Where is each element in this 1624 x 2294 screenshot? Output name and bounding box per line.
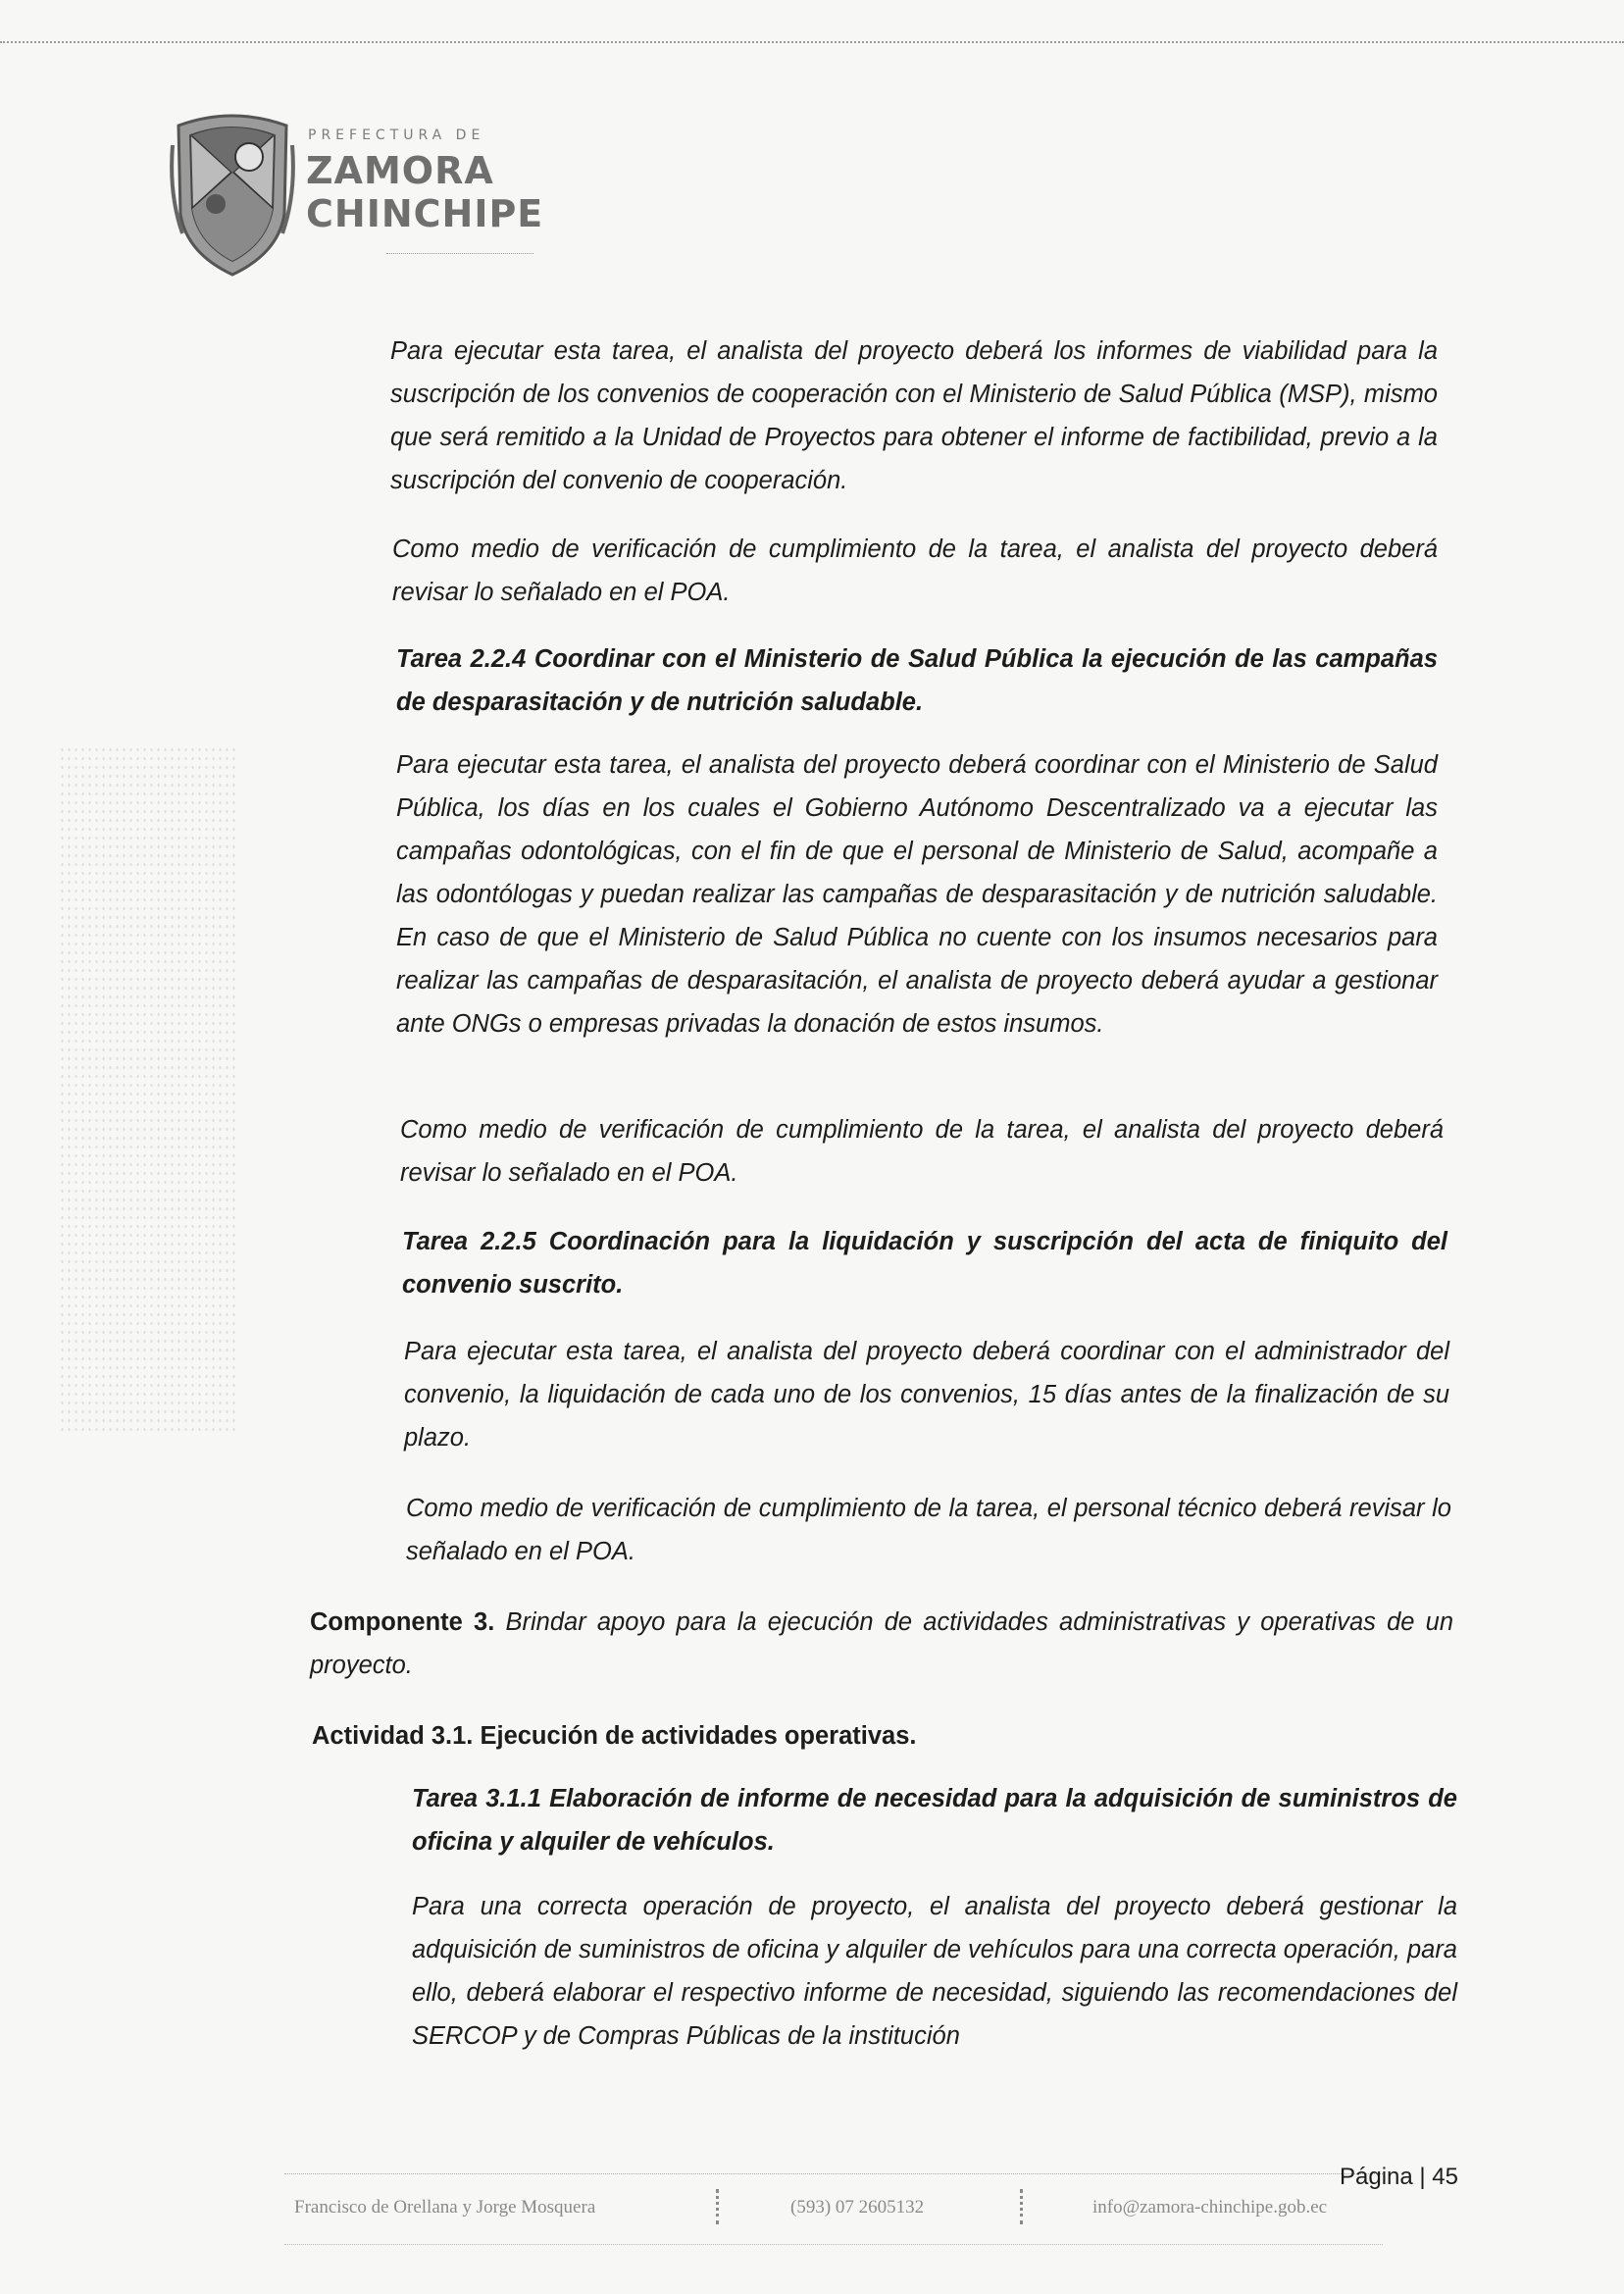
heading-task-2-2-5: Tarea 2.2.5 Coordinación para la liquidación y suscripción del acta de finiquito del convenio suscrito. bbox=[402, 1228, 1447, 1299]
component-3-text: Brindar apoyo para la ejecución de actividades administrativas y operativas de un proyecto. bbox=[310, 1608, 1453, 1679]
activity-3-1: Actividad 3.1. Ejecución de actividades operativas. bbox=[312, 1722, 917, 1750]
component-3 bbox=[310, 1601, 1453, 1687]
scan-speckle bbox=[59, 745, 235, 1432]
page-number: Página | 45 bbox=[1340, 2164, 1458, 2190]
logo-underline bbox=[386, 253, 533, 254]
footer-email: info@zamora-chinchipe.gob.ec bbox=[1092, 2197, 1328, 2218]
prefectura-logo bbox=[169, 106, 544, 282]
footer-address: Francisco de Orellana y Jorge Mosquera bbox=[294, 2197, 596, 2218]
heading-task-3-1-1: Tarea 3.1.1 Elaboración de informe de necesidad para la adquisición de suministros de oficina y alquiler de vehículos. bbox=[412, 1785, 1457, 1856]
paragraph-task-2-2-5: Para ejecutar esta tarea, el analista del proyecto deberá coordinar con el administrador del convenio, la liquidación de cada uno de los convenios, 15 días antes de la finalización de su plazo. bbox=[404, 1338, 1449, 1452]
coat-of-arms-icon bbox=[169, 106, 296, 278]
footer-separator bbox=[1020, 2189, 1026, 2224]
paragraph-feasibility: Para ejecutar esta tarea, el analista del proyecto deberá los informes de viabilidad para la suscripción de los convenios de cooperación con el Ministerio de Salud Pública (MSP), mismo que será remitido a la Unidad de Proyectos para obtener el informe de factibilidad, previo a la suscripción del convenio de cooperación. bbox=[390, 337, 1438, 494]
footer-separator bbox=[716, 2189, 722, 2224]
paragraph-task-2-2-4: Para ejecutar esta tarea, el analista del proyecto deberá coordinar con el Ministerio de Salud Pública, los días en los cuales el Gobierno Autónomo Descentralizado va a ejecutar las campañas odontológicas, con el fin de que el personal de Ministerio de Salud, acompañe a las odontólogas y puedan realizar las campañas de desparasitación y de nutrición saludable. En caso de que el Ministerio de Salud Pública no cuente con los insumos necesarios para realizar las campañas de desparasitación, el analista de proyecto deberá ayudar a gestionar ante ONGs o empresas privadas la donación de estos insumos. bbox=[396, 751, 1438, 1038]
top-scan-rule bbox=[0, 41, 1624, 43]
footer-phone: (593) 07 2605132 bbox=[790, 2197, 925, 2218]
logo-subtitle: PREFECTURA DE bbox=[308, 127, 485, 143]
paragraph-verification-2: Como medio de verificación de cumplimiento de la tarea, el analista del proyecto deberá revisar lo señalado en el POA. bbox=[400, 1116, 1444, 1187]
heading-task-2-2-4: Tarea 2.2.4 Coordinar con el Ministerio de Salud Pública la ejecución de las campañas de desparasitación y de nutrición saludable. bbox=[396, 645, 1438, 716]
paragraph-task-3-1-1: Para una correcta operación de proyecto, el analista del proyecto deberá gestionar la adquisición de suministros de oficina y alquiler de vehículos para una correcta operación, para ello, deberá elaborar el respectivo informe de necesidad, siguiendo las recomendaciones del SERCOP y de Compras Públicas de la institución bbox=[412, 1893, 1457, 2050]
paragraph-verification-1: Como medio de verificación de cumplimiento de la tarea, el analista del proyecto deberá revisar lo señalado en el POA. bbox=[392, 535, 1438, 606]
logo-title-line1: ZAMORA bbox=[306, 149, 494, 192]
paragraph-verification-3: Como medio de verificación de cumplimiento de la tarea, el personal técnico deberá revisar lo señalado en el POA. bbox=[406, 1495, 1451, 1565]
footer-rule-top bbox=[284, 2173, 1383, 2174]
component-3-label: Componente 3. bbox=[310, 1608, 495, 1636]
footer-rule-bottom bbox=[284, 2244, 1383, 2245]
logo-title-line2: CHINCHIPE bbox=[306, 192, 544, 235]
